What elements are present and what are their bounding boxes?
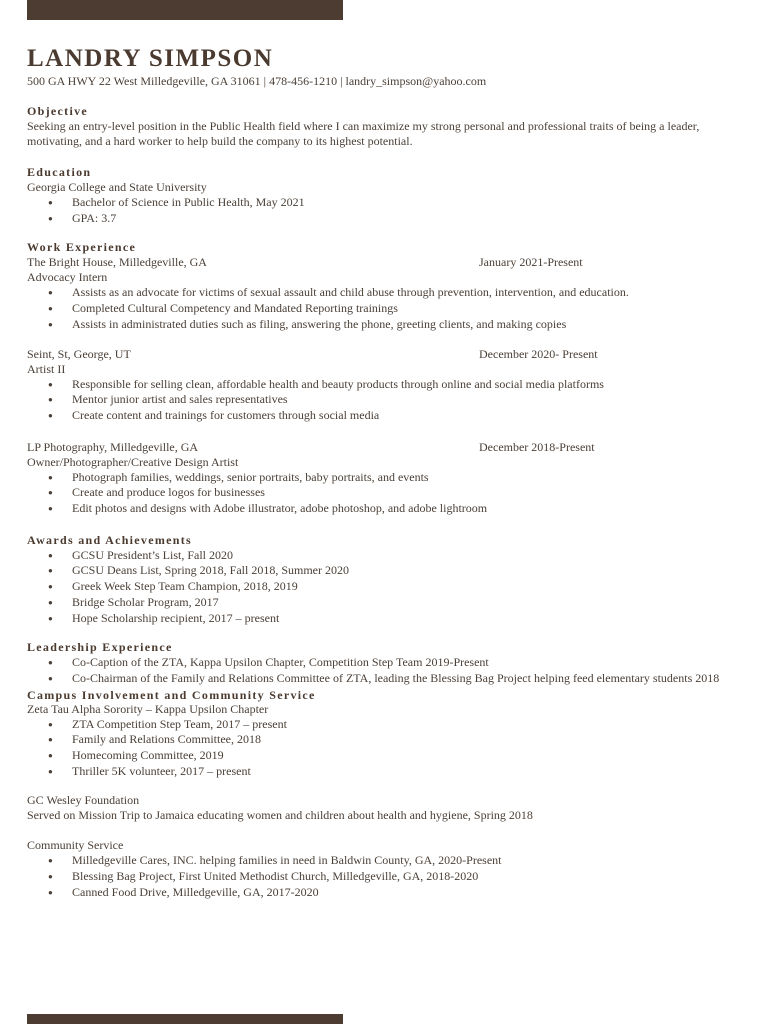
- wesley-text: Served on Mission Trip to Jamaica educating women and children about health and hygiene, Spring 2018: [27, 808, 533, 823]
- list-item: ● GPA: 3.7: [27, 211, 741, 227]
- list-item: ● Assists as an advocate for victims of sexual assault and child abuse through prevention, intervention, and education.: [27, 285, 741, 301]
- list-item: ● Canned Food Drive, Milledgeville, GA, 2017-2020: [27, 885, 741, 901]
- education-heading: Education: [27, 165, 92, 179]
- job-duties: [27, 470, 741, 517]
- awards-heading: Awards and Achievements: [27, 532, 193, 547]
- list-item: ● ZTA Competition Step Team, 2017 – present: [27, 717, 741, 733]
- list-item: ● Greek Week Step Team Champion, 2018, 2019: [27, 579, 741, 595]
- list-item: ● Hope Scholarship recipient, 2017 – present: [27, 611, 741, 627]
- job-title: Advocacy Intern: [27, 270, 108, 285]
- education-list: [27, 195, 741, 226]
- list-item: ● Bridge Scholar Program, 2017: [27, 595, 741, 611]
- campus-heading: Campus Involvement and Community Service: [27, 687, 316, 702]
- list-item: ● Mentor junior artist and sales representatives: [27, 392, 741, 408]
- list-item: ● Responsible for selling clean, affordable health and beauty products through online and social media platforms: [27, 377, 741, 393]
- job-title: Owner/Photographer/Creative Design Artist: [27, 454, 239, 469]
- job-employer: The Bright House, Milledgeville, GA: [27, 255, 207, 270]
- list-item: ● GCSU President’s List, Fall 2020: [27, 548, 741, 564]
- list-item: ● Create content and trainings for customers through social media: [27, 408, 741, 424]
- list-item: ● Completed Cultural Competency and Mandated Reporting trainings: [27, 301, 741, 317]
- list-item: ● Co-Chairman of the Family and Relations Committee of ZTA, leading the Blessing Bag Project helping feed elementary students 2018: [27, 671, 741, 687]
- list-item: ● Bachelor of Science in Public Health, May 2021: [27, 195, 741, 211]
- resume-page: [27, 44, 741, 901]
- list-item: ● Homecoming Committee, 2019: [27, 748, 741, 764]
- list-item: ● Photograph families, weddings, senior portraits, baby portraits, and events: [27, 470, 741, 486]
- community-list: [27, 853, 741, 900]
- campus-list: [27, 717, 741, 780]
- list-item: ● Assists in administrated duties such as filing, answering the phone, greeting clients, and making copies: [27, 317, 741, 333]
- top-decorative-bar: [27, 0, 343, 20]
- list-item: ● GCSU Deans List, Spring 2018, Fall 2018, Summer 2020: [27, 563, 741, 579]
- work-heading: Work Experience: [27, 240, 137, 255]
- list-item: ● Milledgeville Cares, INC. helping families in need in Baldwin County, GA, 2020-Present: [27, 853, 741, 869]
- job-dates: January 2021-Present: [479, 255, 583, 270]
- job-employer: LP Photography, Milledgeville, GA: [27, 439, 199, 454]
- resume-name: LANDRY SIMPSON: [27, 45, 274, 72]
- job-dates: December 2018-Present: [479, 439, 595, 454]
- job-duties: [27, 377, 741, 424]
- objective-heading: Objective: [27, 104, 89, 118]
- awards-list: [27, 548, 741, 627]
- job-entry: [27, 440, 741, 517]
- campus-org: Zeta Tau Alpha Sorority – Kappa Upsilon Chapter: [27, 701, 269, 716]
- list-item: ● Co-Caption of the ZTA, Kappa Upsilon Chapter, Competition Step Team 2019-Present: [27, 655, 741, 671]
- wesley-org: GC Wesley Foundation: [27, 793, 140, 808]
- list-item: ● Create and produce logos for businesses: [27, 485, 741, 501]
- list-item: ● Family and Relations Committee, 2018: [27, 732, 741, 748]
- leadership-heading: Leadership Experience: [27, 640, 173, 655]
- job-entry: [27, 255, 741, 332]
- bottom-decorative-bar: [27, 1014, 343, 1024]
- job-duties: [27, 285, 741, 332]
- leadership-list: [27, 655, 741, 686]
- list-item: ● Thriller 5K volunteer, 2017 – present: [27, 764, 741, 780]
- objective-text: Seeking an entry-level position in the Public Health field where I can maximize my strong personal and professional traits of being a leader, motivating, and a hard worker to help build the company to its highest potential.: [27, 119, 700, 148]
- list-item: ● Edit photos and designs with Adobe illustrator, adobe photoshop, and adobe lightroom: [27, 501, 741, 517]
- job-entry: [27, 347, 741, 424]
- job-employer: Seint, St, George, UT: [27, 346, 131, 361]
- list-item: ● Blessing Bag Project, First United Methodist Church, Milledgeville, GA, 2018-2020: [27, 869, 741, 885]
- community-label: Community Service: [27, 838, 124, 853]
- education-school: Georgia College and State University: [27, 180, 207, 194]
- contact-line: 500 GA HWY 22 West Milledgeville, GA 31061 | 478-456-1210 | landry_simpson@yahoo.com: [27, 74, 487, 88]
- job-title: Artist II: [27, 361, 66, 376]
- job-dates: December 2020- Present: [479, 346, 598, 361]
